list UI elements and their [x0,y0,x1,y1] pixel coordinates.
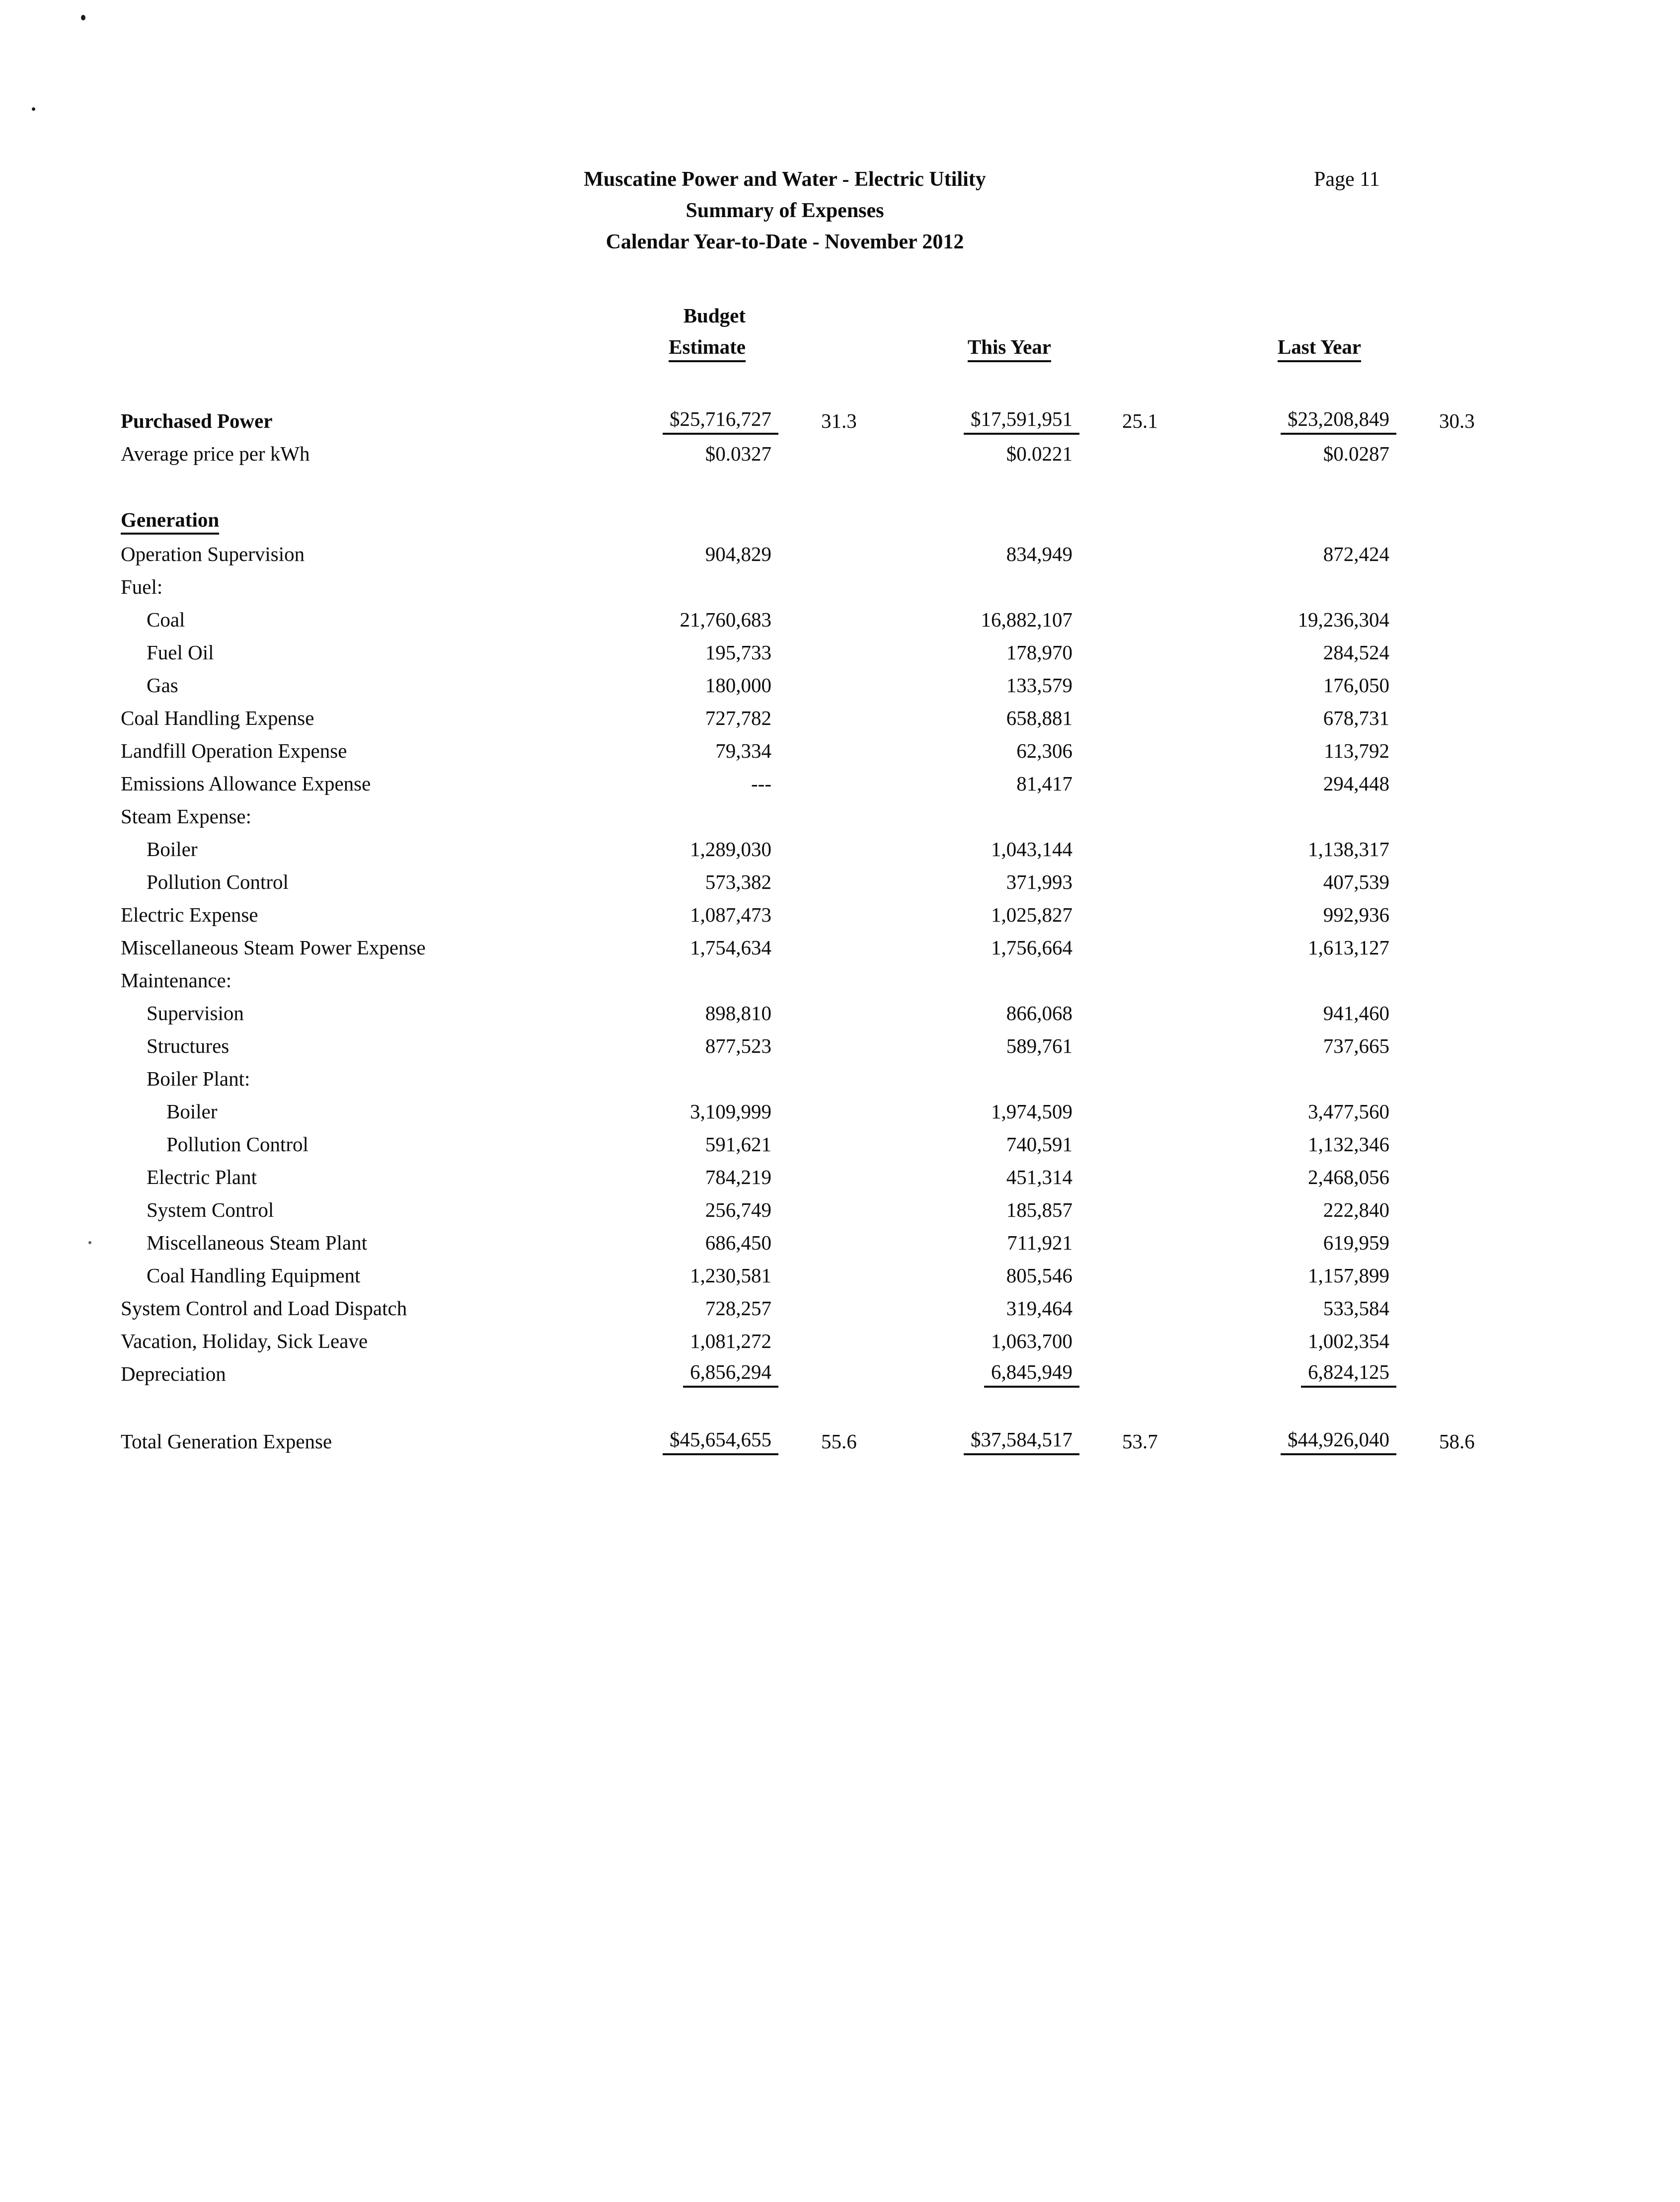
value-cell: 6,824,125 [1176,1357,1389,1390]
percent-cell: 55.6 [821,1430,857,1453]
header-row-columns [121,332,1484,365]
table-row [121,1259,1484,1292]
percent-cell [771,1128,875,1161]
row-label: Purchased Power [121,409,273,432]
table-row [121,1193,1484,1226]
value-cell [597,1062,771,1095]
percent-cell [1389,1292,1484,1325]
percent-cell [1072,1095,1176,1128]
value-cell [597,505,771,538]
row-label: System Control and Load Dispatch [121,1297,407,1320]
percent-cell [771,1292,875,1325]
value-cell: 872,424 [1323,543,1389,565]
percent-cell [1072,1128,1176,1161]
row-label: Fuel Oil [147,641,214,664]
percent-cell [1072,1226,1176,1259]
value-cell: 1,043,144 [991,838,1072,861]
percent-cell [1389,964,1484,997]
table-row [121,734,1484,767]
value-cell: 21,760,683 [680,608,771,631]
value-cell: 451,314 [1006,1166,1072,1188]
percent-cell [771,1193,875,1226]
percent-cell [1072,800,1176,833]
row-label: Emissions Allowance Expense [121,772,371,795]
percent-cell [1389,997,1484,1029]
percent-cell [771,505,875,538]
value-cell: 784,219 [705,1166,771,1188]
value-cell: 573,382 [705,870,771,893]
percent-cell [1072,437,1176,470]
row-label: Boiler [147,838,198,861]
value-cell: 877,523 [705,1034,771,1057]
table-row [121,636,1484,669]
value-cell: 678,731 [1323,707,1389,729]
value-cell: 294,448 [1323,772,1389,795]
value-cell: 1,230,581 [690,1264,771,1287]
expenses-table [121,299,1484,1458]
percent-cell [1072,833,1176,865]
percent-cell [1072,603,1176,636]
percent-cell [1389,437,1484,470]
table-row [121,1128,1484,1161]
percent-cell [1389,833,1484,865]
percent-cell [771,570,875,603]
value-cell: 113,792 [1324,739,1389,762]
table-row [121,767,1484,800]
value-cell: 728,257 [705,1297,771,1320]
value-cell: $17,591,951 [875,404,1072,437]
value-cell: $44,926,040 [1176,1425,1389,1458]
percent-cell [771,964,875,997]
scan-artifact-dot [81,15,85,20]
table-row [121,997,1484,1029]
percent-cell [1389,931,1484,964]
row-label: Electric Expense [121,903,258,926]
value-cell: 185,857 [1006,1198,1072,1221]
percent-cell [1389,1029,1484,1062]
table-row [121,1425,1484,1458]
percent-cell [1389,1128,1484,1161]
value-cell: $0.0221 [1006,442,1072,465]
percent-cell [771,800,875,833]
scan-artifact-dot [88,1241,91,1244]
value-cell [597,800,771,833]
row-label: Coal [147,608,185,631]
value-cell: $23,208,849 [1176,404,1389,437]
value-cell: 3,477,560 [1308,1100,1389,1123]
percent-cell [1389,505,1484,538]
value-cell [875,1062,1072,1095]
percent-cell [771,734,875,767]
percent-cell [1389,1161,1484,1193]
percent-cell [1072,1259,1176,1292]
report-title: Muscatine Power and Water - Electric Utility [584,168,986,191]
percent-cell [771,669,875,702]
row-label: Vacation, Holiday, Sick Leave [121,1330,368,1352]
value-cell: 6,856,294 [597,1357,771,1390]
percent-cell [1072,898,1176,931]
value-cell: 79,334 [715,739,771,762]
percent-cell [771,437,875,470]
value-cell: $0.0287 [1323,442,1389,465]
percent-cell [1389,1193,1484,1226]
header-row-budget [121,299,1484,332]
percent-cell [1072,767,1176,800]
value-cell: 1,002,354 [1308,1330,1389,1352]
value-cell: 1,138,317 [1308,838,1389,861]
table-row [121,865,1484,898]
expenses-table-body [121,404,1484,1458]
table-row [121,1357,1484,1390]
row-label: Coal Handling Equipment [147,1264,361,1287]
percent-cell: 58.6 [1439,1430,1475,1453]
value-cell: 133,579 [1006,674,1072,697]
percent-cell [771,1226,875,1259]
table-row [121,1325,1484,1357]
value-cell: $0.0327 [705,442,771,465]
value-cell: 6,845,949 [875,1357,1072,1390]
value-cell [875,800,1072,833]
value-cell: 3,109,999 [690,1100,771,1123]
value-cell: 1,289,030 [690,838,771,861]
percent-cell [1389,865,1484,898]
row-label: Boiler [166,1100,218,1123]
row-label: Average price per kWh [121,442,310,465]
table-row [121,538,1484,570]
table-row [121,1292,1484,1325]
table-row [121,833,1484,865]
header-spacer [121,365,1484,404]
percent-cell [1389,1095,1484,1128]
table-row [121,570,1484,603]
percent-cell [771,1325,875,1357]
percent-cell [1389,702,1484,734]
percent-cell [771,702,875,734]
row-label: Generation [121,505,597,538]
percent-cell [1072,1357,1176,1390]
col-header-last-year: Last Year [1278,335,1361,362]
percent-cell [771,603,875,636]
percent-cell [1389,1357,1484,1390]
value-cell [875,964,1072,997]
value-cell: 904,829 [705,543,771,565]
percent-cell [1072,1325,1176,1357]
value-cell: 62,306 [1016,739,1072,762]
table-row [121,931,1484,964]
row-label: Steam Expense: [121,805,252,828]
value-cell: 834,949 [1006,543,1072,565]
value-cell [1176,800,1389,833]
percent-cell [1072,997,1176,1029]
row-label: Gas [147,674,178,697]
table-row [121,603,1484,636]
percent-cell [1072,669,1176,702]
value-cell: 1,754,634 [690,936,771,959]
value-cell: 1,157,899 [1308,1264,1389,1287]
value-cell [875,505,1072,538]
value-cell: $25,716,727 [597,404,771,437]
table-row [121,1161,1484,1193]
value-cell: 740,591 [1006,1133,1072,1156]
value-cell: 686,450 [705,1231,771,1254]
percent-cell [771,636,875,669]
value-cell: 180,000 [705,674,771,697]
value-cell: 222,840 [1323,1198,1389,1221]
row-label: Fuel: [121,575,163,598]
percent-cell [1072,1193,1176,1226]
percent-cell [771,538,875,570]
table-row [121,669,1484,702]
percent-cell [1389,1259,1484,1292]
percent-cell [1072,538,1176,570]
value-cell: 658,881 [1006,707,1072,729]
row-label: Pollution Control [166,1133,308,1156]
table-row [121,1095,1484,1128]
percent-cell [1072,1062,1176,1095]
percent-cell [1389,734,1484,767]
row-label: Pollution Control [147,870,289,893]
value-cell: 371,993 [1006,870,1072,893]
report-subtitle: Summary of Expenses [686,199,884,222]
value-cell: 898,810 [705,1002,771,1024]
percent-cell [1072,570,1176,603]
col-header-estimate: Estimate [669,335,746,362]
table-header [121,299,1484,404]
value-cell: 1,132,346 [1308,1133,1389,1156]
table-row [121,800,1484,833]
value-cell: 711,921 [1007,1231,1072,1254]
percent-cell [771,767,875,800]
value-cell: 941,460 [1323,1002,1389,1024]
row-label: Structures [147,1034,229,1057]
value-cell [1176,1062,1389,1095]
value-cell: 1,974,509 [991,1100,1072,1123]
percent-cell [1389,1325,1484,1357]
table-row [121,404,1484,437]
value-cell: 256,749 [705,1198,771,1221]
percent-cell [771,931,875,964]
percent-cell [1389,1062,1484,1095]
percent-cell: 31.3 [821,409,857,432]
value-cell: 319,464 [1006,1297,1072,1320]
value-cell: 1,025,827 [991,903,1072,926]
value-cell: 176,050 [1323,674,1389,697]
percent-cell [1072,1029,1176,1062]
percent-cell [771,1062,875,1095]
row-label: Miscellaneous Steam Power Expense [121,936,426,959]
row-label: Maintenance: [121,969,232,992]
report-period: Calendar Year-to-Date - November 2012 [606,231,964,253]
table-row [121,1062,1484,1095]
value-cell: 619,959 [1323,1231,1389,1254]
value-cell: 533,584 [1323,1297,1389,1320]
percent-cell [1072,734,1176,767]
value-cell [875,570,1072,603]
col-header-budget: Budget [683,304,746,327]
table-row [121,1029,1484,1062]
percent-cell [1389,1226,1484,1259]
percent-cell [771,865,875,898]
row-label: Operation Supervision [121,543,305,565]
value-cell: 737,665 [1323,1034,1389,1057]
percent-cell: 30.3 [1439,409,1475,432]
percent-cell [1389,603,1484,636]
value-cell: 407,539 [1323,870,1389,893]
value-cell: 19,236,304 [1298,608,1389,631]
value-cell: 178,970 [1006,641,1072,664]
percent-cell [1389,636,1484,669]
row-label: System Control [147,1198,274,1221]
percent-cell [1072,865,1176,898]
table-row [121,964,1484,997]
table-row [121,505,1484,538]
spacer-row [121,1390,1484,1425]
table-row [121,437,1484,470]
value-cell: 2,468,056 [1308,1166,1389,1188]
percent-cell [771,1161,875,1193]
row-label: Coal Handling Expense [121,707,314,729]
percent-cell [1072,931,1176,964]
value-cell: 1,756,664 [991,936,1072,959]
page-number: Page 11 [1314,168,1380,191]
value-cell [597,570,771,603]
percent-cell [771,1095,875,1128]
percent-cell [1389,767,1484,800]
table-row [121,702,1484,734]
percent-cell [1072,505,1176,538]
percent-cell [1389,898,1484,931]
value-cell: 81,417 [1016,772,1072,795]
percent-cell [1389,538,1484,570]
row-label: Total Generation Expense [121,1430,332,1453]
value-cell: 284,524 [1323,641,1389,664]
percent-cell [1072,964,1176,997]
percent-cell [771,1259,875,1292]
percent-cell [771,1029,875,1062]
value-cell: $45,654,655 [597,1425,771,1458]
value-cell [1176,570,1389,603]
value-cell: 1,081,272 [690,1330,771,1352]
value-cell: 591,621 [705,1133,771,1156]
scan-artifact-dot [32,107,35,111]
value-cell: --- [751,772,771,795]
value-cell: 805,546 [1006,1264,1072,1287]
percent-cell [1072,1292,1176,1325]
percent-cell [1072,1161,1176,1193]
percent-cell [771,1357,875,1390]
row-label: Supervision [147,1002,244,1024]
value-cell: 589,761 [1006,1034,1072,1057]
row-label: Landfill Operation Expense [121,739,347,762]
value-cell: 1,087,473 [690,903,771,926]
percent-cell [1072,702,1176,734]
value-cell: 1,613,127 [1308,936,1389,959]
spacer-row [121,470,1484,505]
value-cell [597,964,771,997]
percent-cell [771,898,875,931]
value-cell: 866,068 [1006,1002,1072,1024]
value-cell: 16,882,107 [981,608,1072,631]
value-cell: 992,936 [1323,903,1389,926]
percent-cell [1389,669,1484,702]
row-label: Boiler Plant: [147,1067,250,1090]
value-cell [1176,964,1389,997]
percent-cell [1072,636,1176,669]
value-cell [1176,505,1389,538]
row-label: Depreciation [121,1362,226,1385]
percent-cell [771,997,875,1029]
value-cell: 195,733 [705,641,771,664]
row-label: Miscellaneous Steam Plant [147,1231,368,1254]
row-label: Electric Plant [147,1166,257,1188]
value-cell: 1,063,700 [991,1330,1072,1352]
percent-cell [1389,570,1484,603]
table-row [121,1226,1484,1259]
value-cell: $37,584,517 [875,1425,1072,1458]
col-header-this-year: This Year [968,335,1051,362]
table-row [121,898,1484,931]
percent-cell [771,833,875,865]
percent-cell: 53.7 [1122,1430,1158,1453]
value-cell: 727,782 [705,707,771,729]
percent-cell [1389,800,1484,833]
percent-cell: 25.1 [1122,409,1158,432]
